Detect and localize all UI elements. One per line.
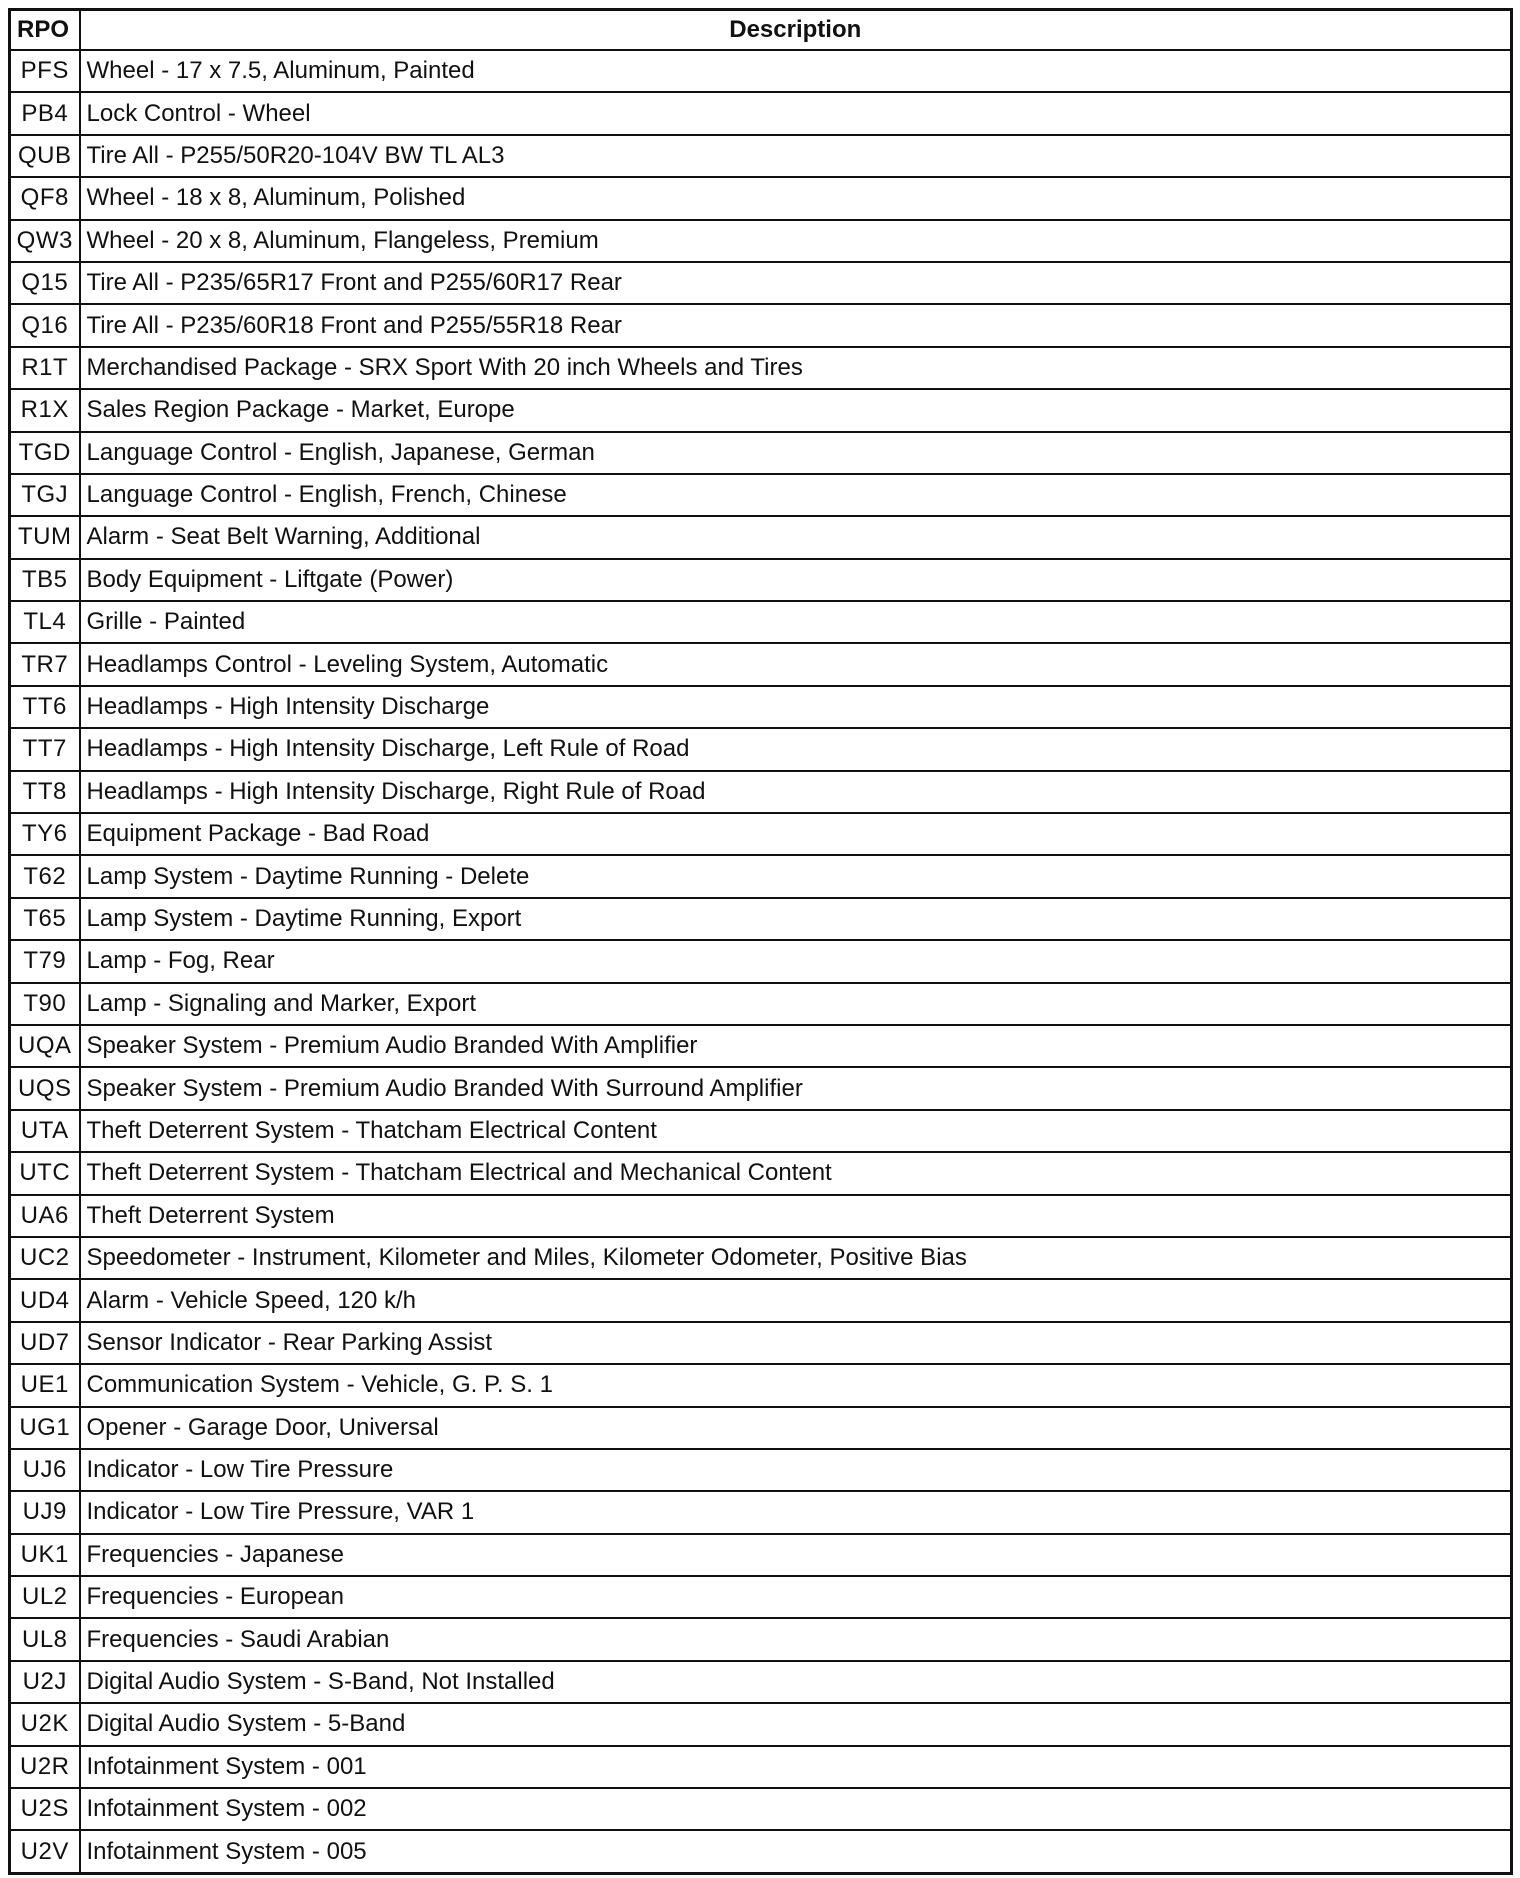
description-cell: Headlamps - High Intensity Discharge, Left Rule of Road [80,728,1512,770]
rpo-code-cell: UTA [10,1110,80,1152]
rpo-code-cell: TR7 [10,643,80,685]
rpo-code-cell: U2V [10,1830,80,1873]
description-cell: Merchandised Package - SRX Sport With 20 inch Wheels and Tires [80,347,1512,389]
rpo-code-cell: TGJ [10,474,80,516]
description-cell: Theft Deterrent System - Thatcham Electrical Content [80,1110,1512,1152]
description-cell: Theft Deterrent System - Thatcham Electrical and Mechanical Content [80,1152,1512,1194]
table-row [10,1025,1512,1067]
table-row [10,940,1512,982]
description-cell: Wheel - 17 x 7.5, Aluminum, Painted [80,50,1512,92]
description-cell: Lamp System - Daytime Running - Delete [80,855,1512,897]
rpo-code-cell: UC2 [10,1237,80,1279]
rpo-code-cell: UQS [10,1067,80,1109]
description-cell: Frequencies - Japanese [80,1534,1512,1576]
column-header-description: Description [80,10,1512,51]
description-cell: Tire All - P235/60R18 Front and P255/55R18 Rear [80,304,1512,346]
table-row [10,220,1512,262]
description-cell: Tire All - P255/50R20-104V BW TL AL3 [80,135,1512,177]
rpo-code-cell: U2R [10,1746,80,1788]
description-cell: Headlamps - High Intensity Discharge [80,686,1512,728]
description-cell: Infotainment System - 001 [80,1746,1512,1788]
description-cell: Lock Control - Wheel [80,92,1512,134]
table-row [10,1703,1512,1745]
rpo-code-cell: TY6 [10,813,80,855]
description-cell: Body Equipment - Liftgate (Power) [80,559,1512,601]
rpo-code-cell: UD4 [10,1279,80,1321]
rpo-code-cell: PFS [10,50,80,92]
rpo-code-cell: UK1 [10,1534,80,1576]
description-cell: Language Control - English, Japanese, German [80,432,1512,474]
rpo-code-cell: TT6 [10,686,80,728]
table-row [10,1110,1512,1152]
description-cell: Speaker System - Premium Audio Branded With Amplifier [80,1025,1512,1067]
table-row [10,177,1512,219]
description-cell: Theft Deterrent System [80,1195,1512,1237]
rpo-code-cell: Q15 [10,262,80,304]
rpo-code-cell: TT7 [10,728,80,770]
table-row [10,1364,1512,1406]
rpo-code-cell: R1T [10,347,80,389]
rpo-code-cell: R1X [10,389,80,431]
rpo-code-cell: UG1 [10,1407,80,1449]
table-row [10,559,1512,601]
rpo-code-cell: U2S [10,1788,80,1830]
column-header-rpo: RPO [10,10,80,51]
description-cell: Lamp - Fog, Rear [80,940,1512,982]
table-row [10,1279,1512,1321]
description-cell: Communication System - Vehicle, G. P. S. 1 [80,1364,1512,1406]
table-row [10,1618,1512,1660]
table-row [10,304,1512,346]
table-row [10,474,1512,516]
description-cell: Digital Audio System - S-Band, Not Installed [80,1661,1512,1703]
rpo-code-cell: PB4 [10,92,80,134]
table-row [10,1746,1512,1788]
rpo-code-cell: QF8 [10,177,80,219]
table-row [10,1830,1512,1873]
description-cell: Sensor Indicator - Rear Parking Assist [80,1322,1512,1364]
table-row [10,1152,1512,1194]
table-row [10,1449,1512,1491]
description-cell: Equipment Package - Bad Road [80,813,1512,855]
table-row [10,1237,1512,1279]
rpo-code-cell: QUB [10,135,80,177]
description-cell: Digital Audio System - 5-Band [80,1703,1512,1745]
rpo-code-cell: U2K [10,1703,80,1745]
table-row [10,1576,1512,1618]
description-cell: Frequencies - European [80,1576,1512,1618]
table-row [10,262,1512,304]
table-row [10,1322,1512,1364]
table-row [10,771,1512,813]
table-row [10,643,1512,685]
description-cell: Language Control - English, French, Chinese [80,474,1512,516]
rpo-code-cell: T65 [10,898,80,940]
description-cell: Lamp - Signaling and Marker, Export [80,983,1512,1025]
description-cell: Opener - Garage Door, Universal [80,1407,1512,1449]
rpo-code-cell: UD7 [10,1322,80,1364]
rpo-code-cell: UTC [10,1152,80,1194]
description-cell: Infotainment System - 002 [80,1788,1512,1830]
description-cell: Infotainment System - 005 [80,1830,1512,1873]
description-cell: Indicator - Low Tire Pressure [80,1449,1512,1491]
description-cell: Lamp System - Daytime Running, Export [80,898,1512,940]
description-cell: Wheel - 18 x 8, Aluminum, Polished [80,177,1512,219]
table-row [10,601,1512,643]
description-cell: Speaker System - Premium Audio Branded With Surround Amplifier [80,1067,1512,1109]
document-page [8,8,1510,1875]
table-row [10,983,1512,1025]
table-row [10,1491,1512,1533]
table-row [10,1534,1512,1576]
rpo-code-cell: UL8 [10,1618,80,1660]
table-row [10,728,1512,770]
description-cell: Tire All - P235/65R17 Front and P255/60R17 Rear [80,262,1512,304]
table-row [10,389,1512,431]
rpo-code-cell: Q16 [10,304,80,346]
table-row [10,1195,1512,1237]
rpo-code-cell: T90 [10,983,80,1025]
table-row [10,813,1512,855]
table-header-row [10,10,1512,51]
description-cell: Sales Region Package - Market, Europe [80,389,1512,431]
description-cell: Alarm - Seat Belt Warning, Additional [80,516,1512,558]
rpo-code-cell: QW3 [10,220,80,262]
rpo-code-cell: TB5 [10,559,80,601]
table-row [10,92,1512,134]
description-cell: Alarm - Vehicle Speed, 120 k/h [80,1279,1512,1321]
description-cell: Speedometer - Instrument, Kilometer and Miles, Kilometer Odometer, Positive Bias [80,1237,1512,1279]
rpo-code-cell: UA6 [10,1195,80,1237]
rpo-code-cell: T62 [10,855,80,897]
table-row [10,855,1512,897]
rpo-code-cell: UJ9 [10,1491,80,1533]
rpo-code-cell: TGD [10,432,80,474]
description-cell: Indicator - Low Tire Pressure, VAR 1 [80,1491,1512,1533]
rpo-table [8,8,1513,1875]
rpo-code-cell: TUM [10,516,80,558]
table-row [10,1067,1512,1109]
rpo-code-cell: UE1 [10,1364,80,1406]
table-row [10,347,1512,389]
description-cell: Headlamps Control - Leveling System, Automatic [80,643,1512,685]
rpo-code-cell: UQA [10,1025,80,1067]
table-row [10,1661,1512,1703]
description-cell: Wheel - 20 x 8, Aluminum, Flangeless, Premium [80,220,1512,262]
table-row [10,135,1512,177]
table-row [10,1788,1512,1830]
rpo-code-cell: UL2 [10,1576,80,1618]
rpo-code-cell: UJ6 [10,1449,80,1491]
description-cell: Headlamps - High Intensity Discharge, Right Rule of Road [80,771,1512,813]
table-body [10,50,1512,1873]
table-row [10,50,1512,92]
table-row [10,1407,1512,1449]
table-row [10,898,1512,940]
table-row [10,686,1512,728]
description-cell: Frequencies - Saudi Arabian [80,1618,1512,1660]
rpo-code-cell: TL4 [10,601,80,643]
description-cell: Grille - Painted [80,601,1512,643]
rpo-code-cell: T79 [10,940,80,982]
rpo-code-cell: U2J [10,1661,80,1703]
rpo-code-cell: TT8 [10,771,80,813]
table-row [10,516,1512,558]
table-row [10,432,1512,474]
